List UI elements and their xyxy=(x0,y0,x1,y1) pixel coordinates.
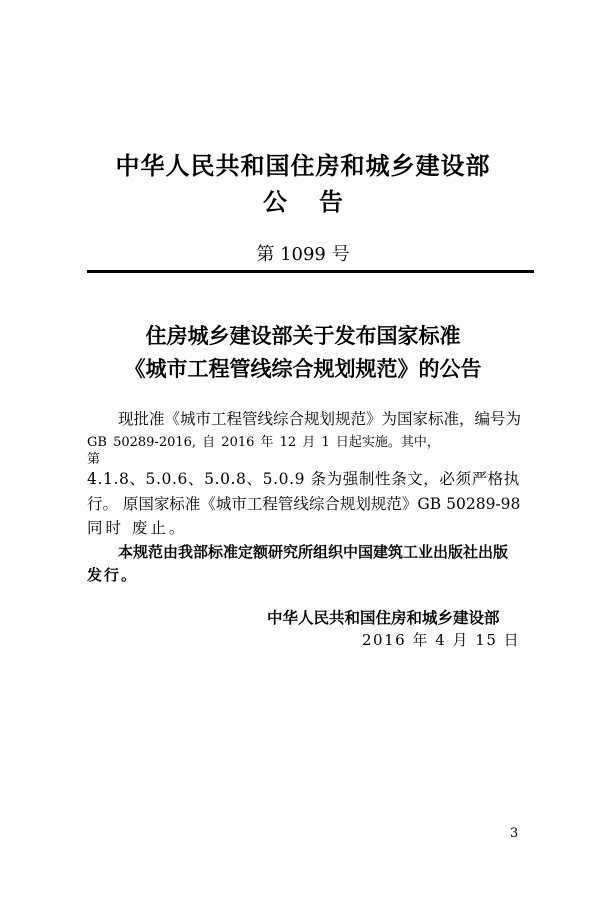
paragraph-1-line: 现批准《城市工程管线综合规划规范》为国家标准，编号为 xyxy=(118,410,522,428)
paragraph-1-line: GB 50289-2016, 自 2016 年 12 月 1 日起实施。其中， xyxy=(87,435,440,450)
paragraph-2-line: 发行。 xyxy=(87,566,139,584)
notice-title: 公告 xyxy=(263,188,375,216)
paragraph-2-line: 本规范由我部标准定额研究所组织中国建筑工业出版社出版 xyxy=(118,543,509,561)
subject-line-1: 住房城乡建设部关于发布国家标准 xyxy=(145,324,461,348)
paragraph-1-line: 4.1.8、5.0.6、5.0.8、5.0.9 条为强制性条文，必须严格执 xyxy=(87,470,520,488)
notice-number: 第 1099 号 xyxy=(256,244,350,265)
header-rule xyxy=(87,270,534,273)
paragraph-1-line: 第 xyxy=(87,452,101,467)
paragraph-1-line: 行。 原国家标准《城市工程管线综合规划规范》GB 50289-98 xyxy=(87,495,521,513)
signature-date: 2016 年 4 月 15 日 xyxy=(362,631,521,649)
paragraph-1-line: 同时 废止。 xyxy=(87,519,188,537)
signatory: 中华人民共和国住房和城乡建设部 xyxy=(267,609,500,627)
page-number: 3 xyxy=(510,826,519,841)
issuer-title: 中华人民共和国住房和城乡建设部 xyxy=(115,152,491,180)
subject-line-2: 《城市工程管线综合规划规范》的公告 xyxy=(124,357,482,381)
